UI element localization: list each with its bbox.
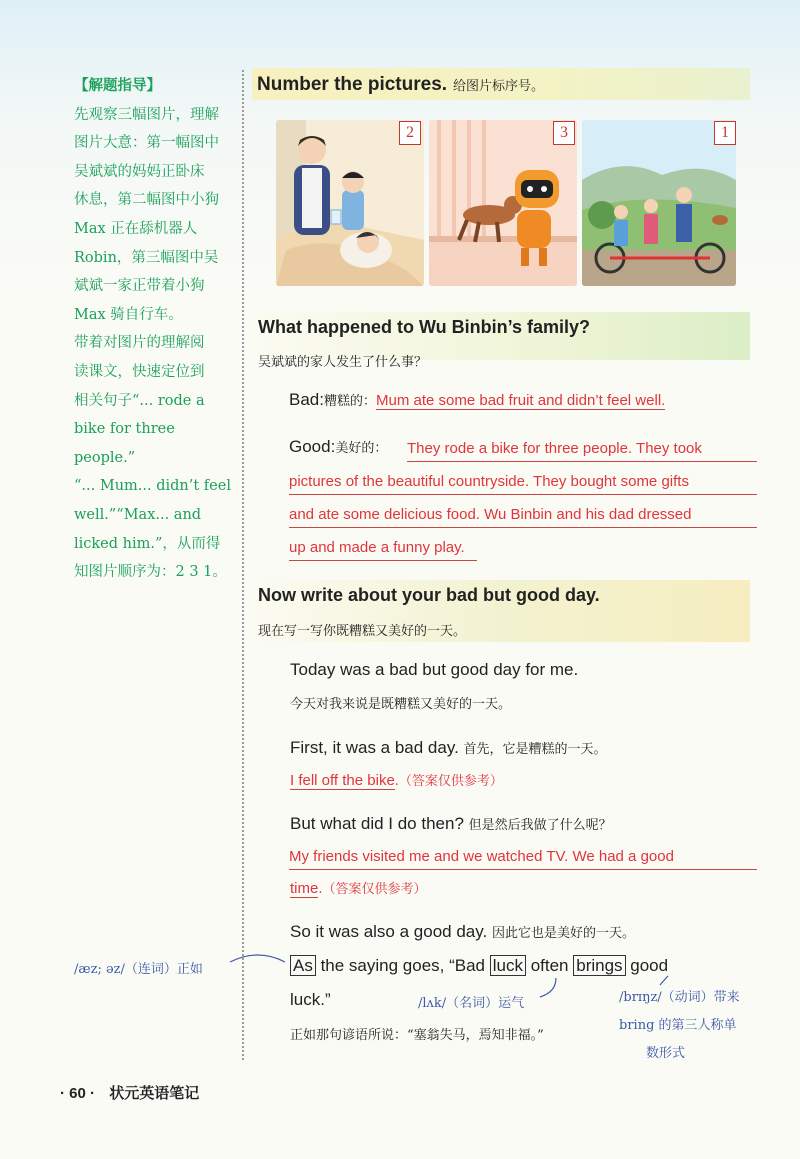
sentence-then: But what did I do then? 但是然后我做了什么呢？: [290, 814, 612, 833]
answer-note: .（答案仅供参考）: [394, 774, 503, 789]
sentence-also-good-cn: 因此它也是美好的一天。: [491, 926, 635, 941]
picture-number-2[interactable]: 3: [553, 121, 575, 145]
page-footer: [60, 1082, 199, 1103]
sentence-today-cn: 今天对我来说是既糟糕又美好的一天。: [290, 697, 512, 712]
guide-line: 知图片顺序为：2 3 1。: [74, 564, 227, 581]
sentence-first-cn: 首先，它是糟糕的一天。: [463, 742, 607, 757]
good-answer-line[interactable]: and ate some delicious food. Wu Binbin and his dad dressed: [289, 503, 757, 528]
answer-time[interactable]: time: [290, 880, 319, 897]
good-answer-line[interactable]: They rode a bike for three people. They took: [407, 437, 757, 462]
good-cn: 美好的：: [335, 441, 388, 456]
sentence-today: Today was a bad but good day for me.: [290, 660, 579, 679]
guide-line: Max 骑自行车。: [74, 306, 183, 323]
good-answer-line[interactable]: up and made a funny play.: [289, 536, 477, 561]
section1-title: Number the pictures. 给图片标序号。: [257, 74, 545, 95]
bad-label: Bad:: [289, 390, 324, 409]
guide-line: 吴斌斌的妈妈正卧床: [74, 163, 205, 180]
bad-answer[interactable]: Mum ate some bad fruit and didn’t feel well.: [376, 392, 666, 409]
answer-then-line[interactable]: My friends visited me and we watched TV. We had a good: [289, 845, 757, 870]
guide-line: 带着对图片的理解阅: [74, 335, 205, 352]
note-brings-1: /brɪŋz/（动词）带来: [619, 990, 740, 1005]
good-answer-line[interactable]: pictures of the beautiful countryside. They bought some gifts: [289, 470, 757, 495]
guide-line: 读课文，快速定位到: [74, 363, 205, 380]
solution-guide-heading: 【解题指导】: [74, 78, 161, 94]
section2-cn: 吴斌斌的家人发生了什么事？: [258, 355, 428, 370]
guide-line: Max 正在舔机器人: [74, 220, 198, 237]
bad-cn: 糟糕的：: [323, 394, 376, 409]
book-title: 状元英语笔记: [109, 1085, 200, 1102]
sentence-first: First, it was a bad day. 首先，它是糟糕的一天。: [290, 738, 607, 757]
guide-line: “... Mum... didn’t feel: [74, 478, 231, 495]
picture-number-3[interactable]: 1: [714, 121, 736, 145]
saying-line: As the saying goes, “Bad luck often brings good: [290, 956, 668, 976]
answer-fell-off-bike[interactable]: I fell off the bike: [290, 772, 395, 789]
guide-line: well.”“Max... and: [74, 506, 202, 523]
word-luck[interactable]: luck: [490, 955, 526, 976]
sentence-also-good: So it was also a good day. 因此它也是美好的一天。: [290, 922, 635, 941]
picture-number-1[interactable]: 2: [399, 121, 421, 145]
word-as[interactable]: As: [290, 955, 316, 976]
guide-line: Robin，第三幅图中吴: [74, 249, 219, 266]
section3-title: Now write about your bad but good day.: [258, 585, 600, 605]
guide-line: 休息，第二幅图中小狗: [74, 192, 219, 209]
section2-title: What happened to Wu Binbin’s family?: [258, 317, 590, 337]
sentence-then-cn: 但是然后我做了什么呢？: [468, 818, 612, 833]
arrow-brings: [660, 976, 668, 985]
section1-cn: 给图片标序号。: [453, 79, 545, 94]
arrow-luck: [540, 978, 556, 997]
saying-line-end: luck.”: [290, 990, 331, 1009]
answer-note: .（答案仅供参考）: [318, 882, 427, 897]
good-label: Good:: [289, 437, 336, 456]
note-brings-2: bring 的第三人称单: [619, 1018, 737, 1033]
guide-line: licked him.”，从而得: [74, 535, 221, 552]
guide-line: bike for three people.”: [74, 421, 175, 466]
guide-line: 相关句子“... rode a: [74, 392, 205, 409]
guide-line: 先观察三幅图片，理解: [74, 106, 219, 123]
guide-line: 斌斌一家正带着小狗: [74, 278, 205, 295]
section3-cn: 现在写一写你既糟糕又美好的一天。: [258, 624, 467, 639]
page-number: · 60 ·: [60, 1085, 96, 1102]
word-brings[interactable]: brings: [573, 955, 625, 976]
arrow-as: [230, 955, 285, 962]
note-luck: /lʌk/（名词）运气: [418, 996, 525, 1011]
guide-line: 图片大意：第一幅图中: [74, 135, 219, 152]
saying-cn: 正如那句谚语所说：“塞翁失马，焉知非福。”: [290, 1028, 544, 1043]
note-brings-3: 数形式: [646, 1046, 686, 1061]
note-as: /æz; əz/（连词）正如: [74, 962, 203, 977]
